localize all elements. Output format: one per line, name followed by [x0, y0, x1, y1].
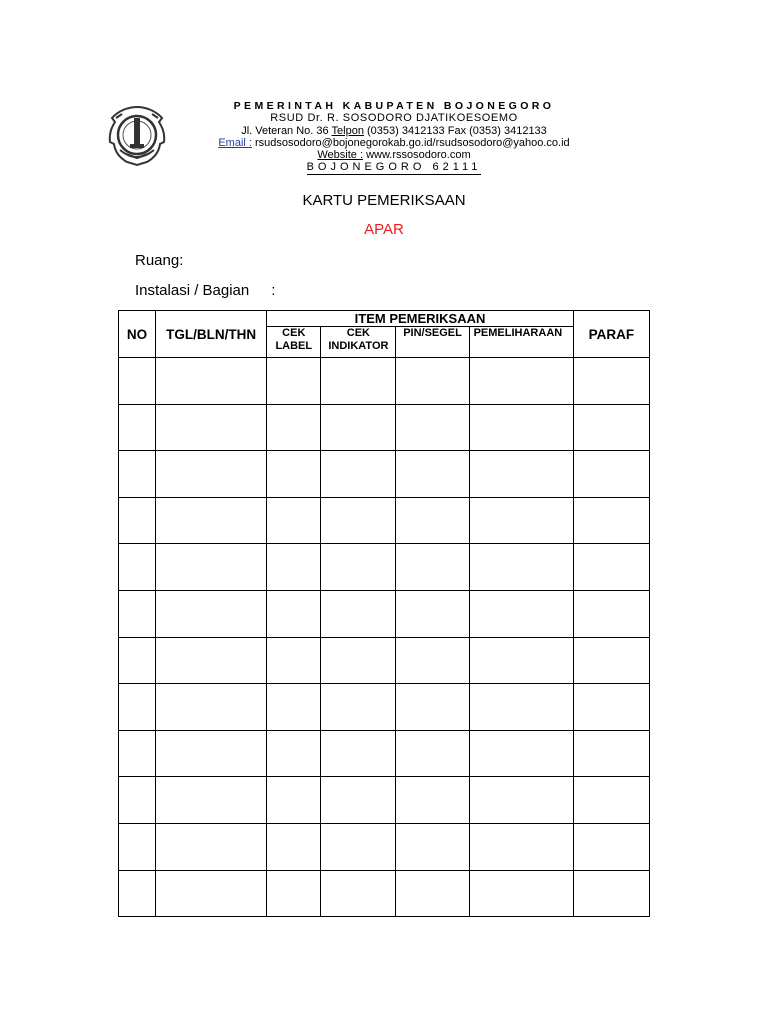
table-cell	[573, 823, 649, 870]
table-cell	[119, 358, 156, 405]
table-cell	[396, 544, 469, 591]
sub-pemeliharaan-header: PEMELIHARAAN	[469, 327, 573, 358]
table-cell	[469, 777, 573, 824]
website-label: Website :	[317, 149, 364, 162]
cek-indikator-line2: INDIKATOR	[328, 340, 389, 352]
table-cell	[469, 870, 573, 917]
letterhead-hospital: RSUD Dr. R. SOSODORO DJATIKOESOEMO	[270, 112, 518, 125]
table-cell	[469, 358, 573, 405]
letterhead-org: PEMERINTAH KABUPATEN BOJONEGORO	[233, 100, 555, 112]
table-cell	[396, 777, 469, 824]
table-cell	[396, 684, 469, 731]
table-cell	[119, 451, 156, 498]
table-cell	[156, 497, 267, 544]
sub-cek-label-header	[267, 327, 321, 358]
table-cell	[321, 823, 396, 870]
table-cell	[156, 684, 267, 731]
table-cell	[156, 358, 267, 405]
letterhead-website	[194, 149, 594, 161]
table-row	[119, 870, 650, 917]
table-row	[119, 684, 650, 731]
regency-emblem-icon	[106, 104, 168, 168]
table-cell	[573, 637, 649, 684]
table-cell	[321, 870, 396, 917]
table-cell	[573, 684, 649, 731]
instalasi-label: Instalasi / Bagian	[135, 282, 250, 299]
letterhead-address	[194, 125, 594, 137]
table-row	[119, 497, 650, 544]
email-label: Email :	[218, 136, 252, 149]
table-cell	[396, 497, 469, 544]
table-cell	[119, 870, 156, 917]
letterhead-email	[194, 137, 594, 149]
table-row	[119, 777, 650, 824]
table-cell	[396, 870, 469, 917]
table-row	[119, 544, 650, 591]
table-cell	[156, 637, 267, 684]
table-cell	[469, 497, 573, 544]
table-cell	[156, 404, 267, 451]
table-cell	[396, 358, 469, 405]
col-paraf-header: PARAF	[573, 311, 649, 358]
table-cell	[321, 684, 396, 731]
table-cell	[321, 590, 396, 637]
table-cell	[396, 404, 469, 451]
col-no-header: NO	[119, 311, 156, 358]
table-cell	[267, 637, 321, 684]
table-cell	[156, 870, 267, 917]
table-cell	[321, 497, 396, 544]
table-cell	[267, 870, 321, 917]
table-body	[119, 358, 650, 917]
table-header-row	[119, 311, 650, 327]
letterhead-text	[194, 100, 594, 175]
table-cell	[267, 544, 321, 591]
table-cell	[119, 404, 156, 451]
item-pemeriksaan-header: ITEM PEMERIKSAAN	[267, 311, 574, 327]
page-title: KARTU PEMERIKSAAN	[302, 192, 466, 209]
table-cell	[396, 730, 469, 777]
instalasi-field	[135, 282, 275, 299]
inspection-table	[118, 310, 650, 917]
table-cell	[119, 497, 156, 544]
table-cell	[267, 404, 321, 451]
table-cell	[573, 730, 649, 777]
table-row	[119, 358, 650, 405]
table-cell	[321, 358, 396, 405]
table-cell	[321, 544, 396, 591]
table-row	[119, 451, 650, 498]
table-cell	[267, 358, 321, 405]
table-cell	[573, 358, 649, 405]
table-cell	[396, 637, 469, 684]
table-cell	[119, 730, 156, 777]
table-row	[119, 404, 650, 451]
phone-number: (0353) 3412133 Fax (0353) 3412133	[363, 124, 547, 137]
table-cell	[321, 451, 396, 498]
table-cell	[156, 730, 267, 777]
table-cell	[156, 451, 267, 498]
table-cell	[119, 637, 156, 684]
table-cell	[321, 777, 396, 824]
table-cell	[156, 777, 267, 824]
cek-indikator-line1: CEK	[346, 327, 371, 339]
table-cell	[469, 404, 573, 451]
ruang-label: Ruang:	[135, 252, 184, 269]
table-cell	[156, 823, 267, 870]
sub-pin-header: PIN/SEGEL	[396, 327, 469, 358]
cek-label-line2: LABEL	[275, 340, 313, 352]
table-cell	[469, 544, 573, 591]
table-cell	[573, 497, 649, 544]
instalasi-colon: :	[271, 282, 276, 299]
table-cell	[119, 777, 156, 824]
table-cell	[267, 497, 321, 544]
table-cell	[267, 777, 321, 824]
page-subtitle: APAR	[364, 221, 404, 238]
table-cell	[573, 870, 649, 917]
letterhead-city: BOJONEGORO 62111	[306, 161, 482, 174]
letterhead	[106, 100, 606, 180]
table-cell	[469, 451, 573, 498]
cek-label-line1: CEK	[282, 327, 306, 339]
sub-cek-indikator-header	[321, 327, 396, 358]
table-cell	[469, 684, 573, 731]
table-row	[119, 637, 650, 684]
table-cell	[119, 684, 156, 731]
table-cell	[573, 404, 649, 451]
table-cell	[469, 590, 573, 637]
table-cell	[267, 451, 321, 498]
table-cell	[396, 823, 469, 870]
table-cell	[156, 590, 267, 637]
table-cell	[396, 590, 469, 637]
table-cell	[573, 590, 649, 637]
table-cell	[267, 590, 321, 637]
table-cell	[469, 637, 573, 684]
table-cell	[267, 823, 321, 870]
table-cell	[573, 777, 649, 824]
table-cell	[573, 544, 649, 591]
table-cell	[469, 823, 573, 870]
table-cell	[321, 637, 396, 684]
table-cell	[469, 730, 573, 777]
email-value: rsudsosodoro@bojonegorokab.go.id/rsudsosodoro@yahoo.co.id	[251, 136, 570, 149]
table-cell	[321, 730, 396, 777]
table-cell	[396, 451, 469, 498]
letterhead-city-line	[194, 161, 594, 174]
address-text: Jl. Veteran No. 36	[241, 124, 332, 137]
table-cell	[573, 451, 649, 498]
phone-label: Telpon	[331, 124, 364, 137]
table-cell	[119, 823, 156, 870]
table-cell	[156, 544, 267, 591]
table-cell	[267, 684, 321, 731]
col-date-header: TGL/BLN/THN	[156, 311, 267, 358]
website-value: www.rssosodoro.com	[363, 149, 471, 162]
table-cell	[267, 730, 321, 777]
table-cell	[321, 404, 396, 451]
table-row	[119, 730, 650, 777]
table-row	[119, 590, 650, 637]
table-cell	[119, 590, 156, 637]
table-cell	[119, 544, 156, 591]
table-row	[119, 823, 650, 870]
